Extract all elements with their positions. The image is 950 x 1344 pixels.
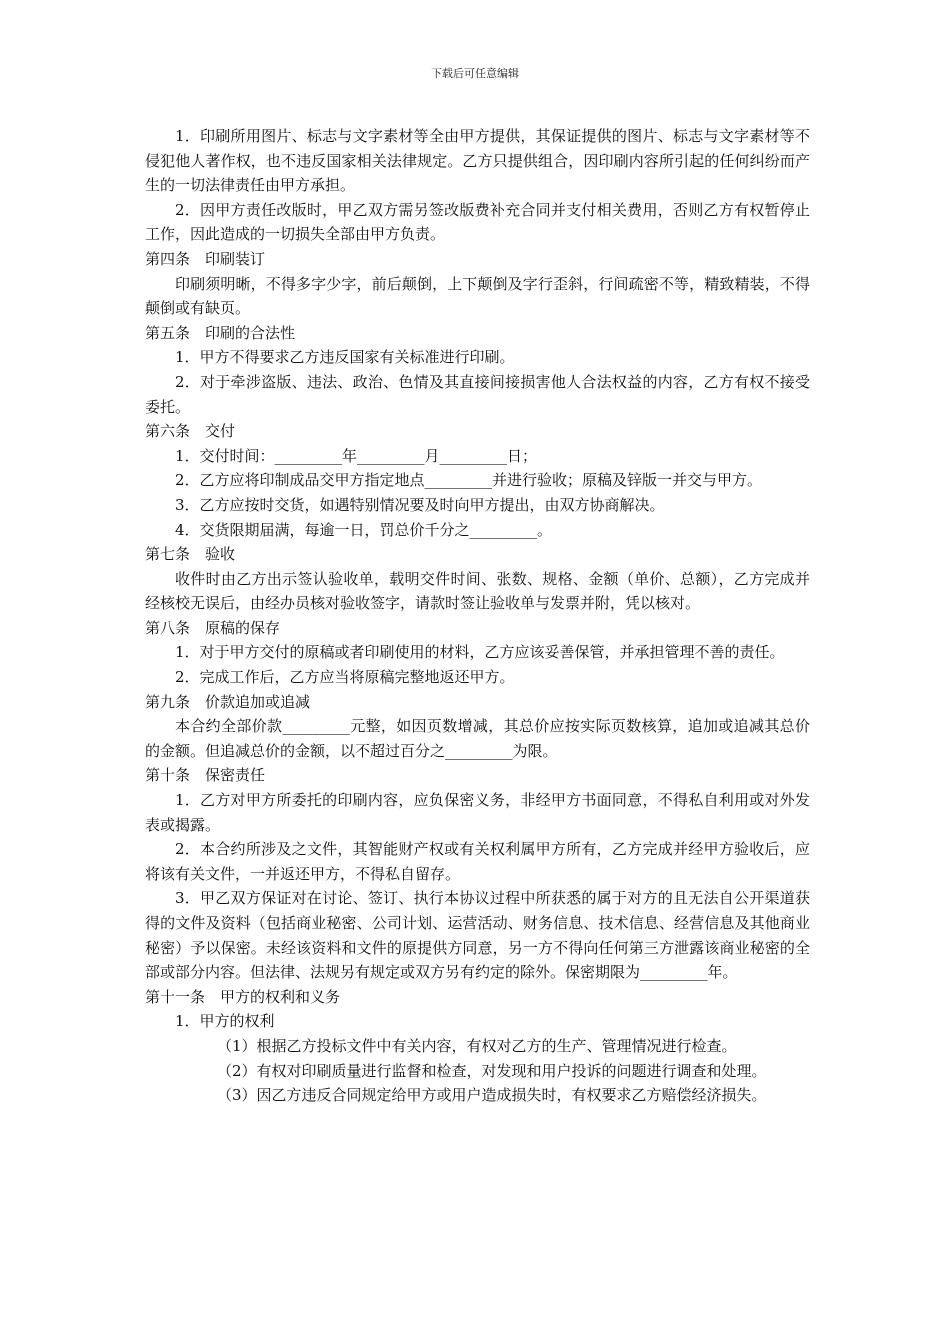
article-heading: 第十条 保密责任 bbox=[145, 766, 266, 785]
clause-paragraph: 3．乙方应按时交货，如遇特别情况要及时向甲方提出，由双方协商解决。 bbox=[175, 495, 665, 514]
clause-paragraph: 1．对于甲方交付的原稿或者印刷使用的材料，乙方应该妥善保管，并承担管理不善的责任。 bbox=[175, 643, 785, 662]
article-heading: 第六条 交付 bbox=[145, 422, 236, 441]
clause-paragraph: 2．对于牵涉盗版、违法、政治、色情及其直接间接损害他人合法权益的内容，乙方有权不接受委托。 bbox=[145, 372, 810, 416]
clause-paragraph: 1．甲方不得要求乙方违反国家有关标准进行印刷。 bbox=[175, 348, 515, 367]
clause-paragraph: 印刷须明晰，不得多字少字，前后颠倒，上下颠倒及字行歪斜，行间疏密不等，精致精装，不得颠倒或有缺页。 bbox=[145, 274, 810, 318]
clause-paragraph: 收件时由乙方出示签认验收单，载明交件时间、张数、规格、金额（单价、总额），乙方完成并经核校无误后，由经办员核对验收签字，请款时签让验收单与发票并附，凭以核对。 bbox=[145, 569, 810, 613]
article-heading: 第五条 印刷的合法性 bbox=[145, 323, 296, 342]
clause-paragraph: 2．乙方应将印制成品交甲方指定地点_________并进行验收；原稿及锌版一并交与甲方。 bbox=[175, 471, 763, 490]
article-heading: 第四条 印刷装订 bbox=[145, 249, 266, 268]
sub-clause: （1）根据乙方投标文件中有关内容，有权对乙方的生产、管理情况进行检查。 bbox=[217, 1036, 737, 1055]
article-heading: 第九条 价款追加或追减 bbox=[145, 692, 311, 711]
article-heading: 第八条 原稿的保存 bbox=[145, 618, 281, 637]
clause-paragraph: 2．本合约所涉及之文件，其智能财产权或有关权利属甲方所有，乙方完成并经甲方验收后，应将该有关文件，一并返还甲方，不得私自留存。 bbox=[145, 840, 810, 883]
clause-paragraph: 本合约全部价款_________元整，如因页数增减，其总价应按实际页数核算，追加或追减其总价的金额。但追减总价的金额，以不超过百分之_________为限。 bbox=[145, 717, 810, 760]
clause-paragraph: 3．甲乙双方保证对在讨论、签订、执行本协议过程中所获悉的属于对方的且无法自公开渠道获得的文件及资料（包括商业秘密、公司计划、运营活动、财务信息、技术信息、经营信息及其他商业秘密）予以保密。未经该资料和文件的原提供方同意，另一方不得向任何第三方泄露该商业秘密的全部或部分内容。但法律、法规另有规定或双方另有约定的除外。保密期限为_________年。 bbox=[145, 889, 810, 982]
contract-body bbox=[145, 124, 810, 1108]
article-heading: 第七条 验收 bbox=[145, 545, 236, 564]
page-header: 下载后可任意编辑 bbox=[431, 67, 519, 80]
clause-paragraph: 2．完成工作后，乙方应当将原稿完整地返还甲方。 bbox=[175, 668, 515, 687]
clause-paragraph: 2．因甲方责任改版时，甲乙双方需另签改版费补充合同并支付相关费用，否则乙方有权暂停止工作，因此造成的一切损失全部由甲方负责。 bbox=[145, 200, 810, 244]
clause-paragraph: 4．交货限期届满，每逾一日，罚总价千分之_________。 bbox=[175, 520, 553, 539]
sub-clause: （3）因乙方违反合同规定给甲方或用户造成损失时，有权要求乙方赔偿经济损失。 bbox=[217, 1086, 767, 1105]
article-heading: 第十一条 甲方的权利和义务 bbox=[145, 987, 341, 1006]
clause-paragraph: 1．印刷所用图片、标志与文字素材等全由甲方提供，其保证提供的图片、标志与文字素材等不侵犯他人著作权，也不违反国家相关法律规定。乙方只提供组合，因印刷内容所引起的任何纠纷而产生的一切法律责任由甲方承担。 bbox=[145, 127, 810, 195]
clause-paragraph: 1．乙方对甲方所委托的印刷内容，应负保密义务，非经甲方书面同意，不得私自利用或对外发表或揭露。 bbox=[145, 791, 810, 834]
clause-paragraph: 1．甲方的权利 bbox=[175, 1012, 275, 1031]
clause-paragraph: 1．交付时间：_________年_________月_________日； bbox=[175, 446, 538, 465]
sub-clause: （2）有权对印刷质量进行监督和检查，对发现和用户投诉的问题进行调查和处理。 bbox=[217, 1061, 767, 1080]
